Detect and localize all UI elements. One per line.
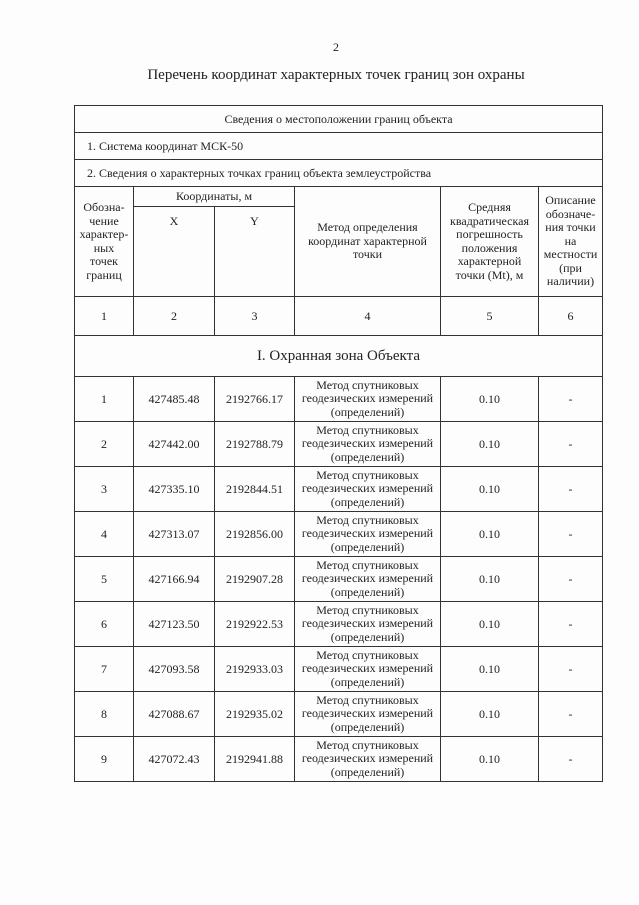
method-line: Метод спутниковых <box>316 692 419 707</box>
zone-title: I. Охранная зона Объекта <box>75 336 603 377</box>
mean-error: 0.10 <box>441 737 539 782</box>
method-line: геодезических измерений <box>301 661 434 676</box>
mean-error: 0.10 <box>441 647 539 692</box>
col-number: 5 <box>441 297 539 336</box>
table-row <box>75 422 603 467</box>
coord-y: 2192788.79 <box>215 422 295 467</box>
method-line: Метод спутниковых <box>316 647 419 662</box>
coord-y: 2192766.17 <box>215 377 295 422</box>
points-info: 2. Сведения о характерных точках границ объекта землеустройства <box>75 160 603 187</box>
point-description: - <box>539 647 603 692</box>
coord-x: 427335.10 <box>134 467 215 512</box>
mean-error: 0.10 <box>441 377 539 422</box>
coordinate-system: 1. Система координат МСК-50 <box>75 133 603 160</box>
col-number: 1 <box>75 297 134 336</box>
point-number: 5 <box>75 557 134 602</box>
table-row <box>75 512 603 557</box>
col-x: X <box>134 207 215 297</box>
point-description: - <box>539 692 603 737</box>
method-line: (определений) <box>330 629 405 644</box>
table-row <box>75 602 603 647</box>
method-line: геодезических измерений <box>301 391 434 406</box>
method-cell <box>295 422 441 467</box>
column-numbers-row <box>75 297 603 336</box>
point-description: - <box>539 422 603 467</box>
coord-x: 427123.50 <box>134 602 215 647</box>
point-number: 3 <box>75 467 134 512</box>
method-line: (определений) <box>330 404 405 419</box>
method-line: геодезических измерений <box>301 481 434 496</box>
method-line: Метод спутниковых <box>316 467 419 482</box>
method-line: Метод спутниковых <box>316 602 419 617</box>
col-coordinates: Координаты, м <box>134 187 295 207</box>
coord-x: 427072.43 <box>134 737 215 782</box>
col-number: 3 <box>215 297 295 336</box>
coord-y: 2192856.00 <box>215 512 295 557</box>
point-description: - <box>539 377 603 422</box>
coord-x: 427093.58 <box>134 647 215 692</box>
method-cell <box>295 602 441 647</box>
method-line: (определений) <box>330 674 405 689</box>
coordinates-table <box>74 105 603 782</box>
table-row <box>75 692 603 737</box>
point-number: 7 <box>75 647 134 692</box>
table-row <box>75 467 603 512</box>
method-line: Метод спутниковых <box>316 377 419 392</box>
table-row <box>75 557 603 602</box>
method-line: (определений) <box>330 494 405 509</box>
coord-y: 2192933.03 <box>215 647 295 692</box>
method-line: Метод спутниковых <box>316 422 419 437</box>
mean-error: 0.10 <box>441 422 539 467</box>
point-description: - <box>539 512 603 557</box>
point-description: - <box>539 557 603 602</box>
mean-error: 0.10 <box>441 602 539 647</box>
method-line: (определений) <box>330 584 405 599</box>
coord-y: 2192941.88 <box>215 737 295 782</box>
method-line: (определений) <box>330 764 405 779</box>
method-line: (определений) <box>330 449 405 464</box>
col-number: 2 <box>134 297 215 336</box>
method-cell <box>295 557 441 602</box>
coord-x: 427313.07 <box>134 512 215 557</box>
page-number: 2 <box>333 40 339 54</box>
coord-y: 2192935.02 <box>215 692 295 737</box>
method-line: геодезических измерений <box>301 706 434 721</box>
method-cell <box>295 692 441 737</box>
method-cell <box>295 737 441 782</box>
mean-error: 0.10 <box>441 512 539 557</box>
method-line: (определений) <box>330 719 405 734</box>
mean-error: 0.10 <box>441 557 539 602</box>
coord-x: 427088.67 <box>134 692 215 737</box>
coord-x: 427485.48 <box>134 377 215 422</box>
point-description: - <box>539 602 603 647</box>
col-number: 4 <box>295 297 441 336</box>
col-description: Описание обозначе- ния точки на местности (при наличии) <box>539 187 603 297</box>
method-cell <box>295 377 441 422</box>
method-cell <box>295 467 441 512</box>
table-row <box>75 377 603 422</box>
method-line: Метод спутниковых <box>316 512 419 527</box>
point-number: 1 <box>75 377 134 422</box>
point-number: 2 <box>75 422 134 467</box>
method-cell <box>295 647 441 692</box>
coord-x: 427442.00 <box>134 422 215 467</box>
point-description: - <box>539 737 603 782</box>
method-line: геодезических измерений <box>301 436 434 451</box>
mean-error: 0.10 <box>441 692 539 737</box>
col-number: 6 <box>539 297 603 336</box>
mean-error: 0.10 <box>441 467 539 512</box>
method-line: геодезических измерений <box>301 616 434 631</box>
method-cell <box>295 512 441 557</box>
coord-x: 427166.94 <box>134 557 215 602</box>
point-number: 8 <box>75 692 134 737</box>
method-line: геодезических измерений <box>301 571 434 586</box>
method-line: (определений) <box>330 539 405 554</box>
point-description: - <box>539 467 603 512</box>
table-row <box>75 737 603 782</box>
coord-y: 2192907.28 <box>215 557 295 602</box>
method-line: Метод спутниковых <box>316 737 419 752</box>
col-y: Y <box>215 207 295 297</box>
table-row <box>75 647 603 692</box>
point-number: 9 <box>75 737 134 782</box>
col-error: Средняя квадратическая погрешность положения характерной точки (Mt), м <box>441 187 539 297</box>
coord-y: 2192922.53 <box>215 602 295 647</box>
point-number: 6 <box>75 602 134 647</box>
col-method: Метод определения координат характерной точки <box>295 187 441 297</box>
method-line: Метод спутниковых <box>316 557 419 572</box>
method-line: геодезических измерений <box>301 751 434 766</box>
table-header-main: Сведения о местоположении границ объекта <box>75 106 603 133</box>
method-line: геодезических измерений <box>301 526 434 541</box>
col-designation: Обозна- чение характер- ных точек границ <box>75 187 134 297</box>
coord-y: 2192844.51 <box>215 467 295 512</box>
document-title: Перечень координат характерных точек границ зон охраны <box>147 67 525 83</box>
point-number: 4 <box>75 512 134 557</box>
